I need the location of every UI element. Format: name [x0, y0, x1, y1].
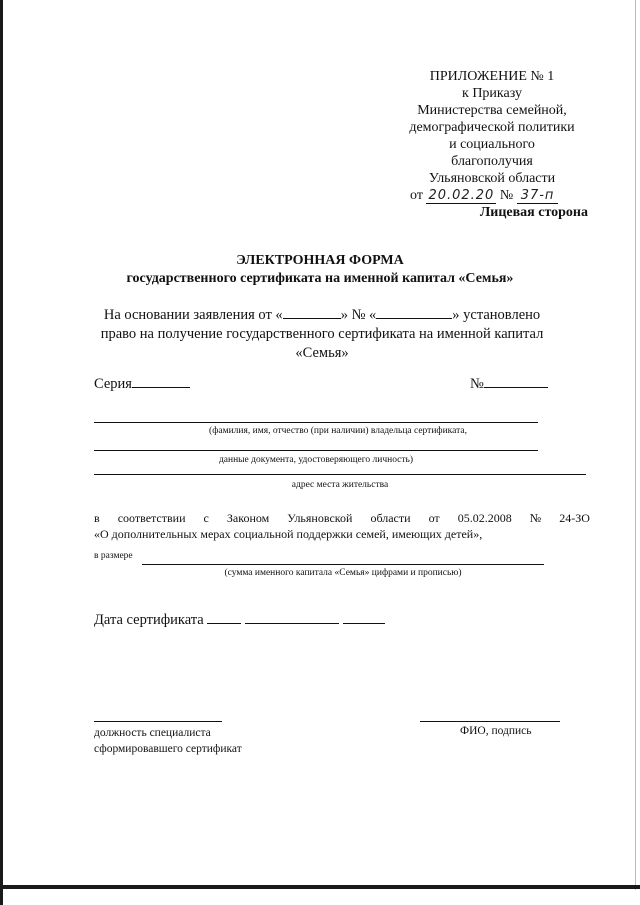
address-line — [94, 474, 586, 475]
basis-text-3: » установлено — [452, 307, 541, 323]
law-word: в — [94, 511, 100, 525]
number-label: № — [470, 376, 484, 392]
certificate-day-blank — [207, 610, 241, 624]
basis-line-2: право на получение государственного сертификата на именной капитал — [100, 326, 544, 342]
appendix-ministry-4: благополучия — [451, 154, 533, 169]
face-side-label: Лицевая сторона — [479, 205, 588, 220]
appendix-region: Ульяновской области — [428, 171, 556, 186]
law-word: соответствии — [117, 511, 186, 525]
document-caption: данные документа, удостоверяющего личность) — [218, 455, 414, 465]
basis-paragraph — [92, 305, 552, 363]
specialist-position-line1: должность специалиста — [94, 727, 211, 739]
handwritten-date: 20.02.20 — [428, 188, 495, 203]
number-mark: № — [499, 188, 514, 203]
appendix-date-line — [392, 187, 592, 204]
amount-caption: (сумма именного капитала «Семья» цифрами и прописью) — [224, 568, 462, 578]
name-signature-caption: ФИО, подпись — [460, 725, 532, 737]
series-field — [94, 374, 190, 393]
certificate-year-blank — [343, 610, 385, 624]
document-line — [94, 450, 538, 451]
law-word: № — [529, 511, 542, 525]
appendix-ministry-3: и социального — [449, 137, 535, 152]
date-prefix: от — [410, 188, 423, 203]
scan-border-left — [0, 0, 3, 905]
amount-line — [142, 564, 544, 565]
appendix-title: ПРИЛОЖЕНИЕ № 1 — [429, 69, 555, 84]
address-caption: адрес места жительства — [291, 480, 389, 490]
certificate-date-label: Дата сертификата — [94, 612, 204, 628]
law-word: области — [370, 511, 411, 525]
specialist-position-line2: сформировавшего сертификат — [94, 743, 242, 755]
owner-line — [94, 422, 538, 423]
specialist-position — [94, 725, 242, 757]
law-reference-line1 — [94, 510, 590, 526]
application-date-blank — [283, 305, 341, 319]
scan-border-bottom — [0, 885, 640, 889]
owner-caption: (фамилия, имя, отчество (при наличии) владельца сертификата, — [209, 426, 467, 436]
basis-text-2: » № « — [340, 307, 377, 323]
form-title-line1: ЭЛЕКТРОННАЯ ФОРМА — [236, 253, 404, 268]
scan-border-right — [635, 0, 636, 890]
basis-text-1: На основании заявления от « — [103, 307, 283, 323]
law-word: с — [203, 511, 209, 525]
law-word: от — [428, 511, 440, 525]
law-word: Ульяновской — [287, 511, 353, 525]
law-word: 05.02.2008 — [457, 511, 512, 525]
certificate-date-field — [94, 610, 385, 629]
appendix-ministry: Министерства семейной, — [417, 103, 567, 118]
series-label: Серия — [94, 376, 132, 392]
appendix-order: к Приказу — [462, 86, 522, 101]
law-reference — [94, 510, 590, 542]
application-number-blank — [376, 305, 452, 319]
certificate-month-blank — [245, 610, 339, 624]
form-title — [0, 252, 640, 288]
number-blank — [484, 374, 548, 388]
number-field — [470, 374, 548, 393]
basis-line-3: «Семья» — [295, 345, 349, 361]
position-sign-line — [94, 721, 222, 722]
appendix-ministry-2: демографической политики — [409, 120, 575, 135]
amount-label: в размере — [94, 551, 133, 561]
series-blank — [132, 374, 190, 388]
form-title-line2: государственного сертификата на именной капитал «Семья» — [126, 271, 514, 286]
law-reference-line2: «О дополнительных мерах социальной поддержки семей, имеющих детей», — [94, 527, 483, 541]
amount-field — [94, 551, 133, 561]
appendix-header — [392, 68, 592, 204]
law-word: Законом — [226, 511, 270, 525]
law-word: 24-ЗО — [559, 511, 590, 525]
name-sign-line — [420, 721, 560, 722]
handwritten-number: 37-п — [517, 188, 559, 204]
